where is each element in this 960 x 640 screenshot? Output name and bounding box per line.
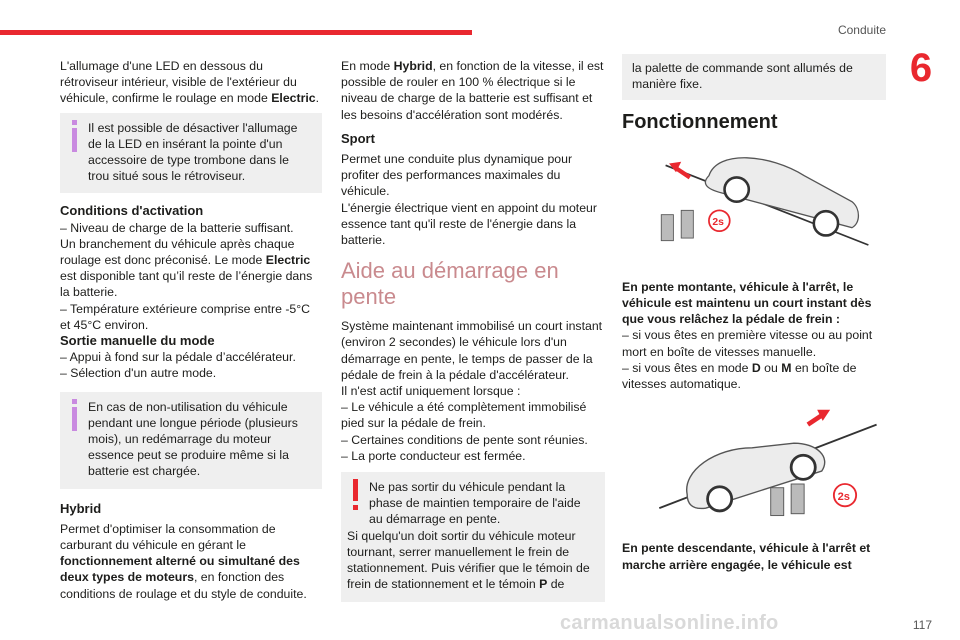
page-number: 117 [912,618,932,632]
timer-badge: 2s [712,216,724,228]
paragraph: Système maintenant immobilisé un court instant (environ 2 secondes) le véhicule lors d'un démarrage en pente, le temps de passer de la pédale de frein à la pédale d'accélérateur. [341,319,603,382]
info-box [60,392,322,489]
exit-heading: Sortie manuelle du mode [60,333,215,349]
list-item: – Certaines conditions de pente sont réunies. [341,432,588,447]
column-2 [341,58,605,612]
column-1 [60,58,322,606]
list-item: – si vous êtes en première vitesse ou au point mort en boîte de vitesses manuelle. [622,328,873,359]
exit-item: – Sélection d'un autre mode. [60,366,217,381]
list-item: – La porte conducteur est fermée. [341,448,526,463]
sport-heading: Sport [341,130,375,146]
downhill-car-illustration [622,406,886,536]
info-text: En cas de non-utilisation du véhicule pendant une longue période (plusieurs mois), un redémarrage du moteur essence peut se produire même si la batterie est chargée. [88,399,298,479]
condition-item: – Température extérieure comprise entre -5°C et 45°C environ. [60,301,311,332]
paragraph: Permet une conduite plus dynamique pour profiter des performances maximales du véhicule. [341,152,573,199]
paragraph: L'allumage d'une LED en dessous du rétroviseur intérieur, visible de l'extérieur du véhicule, confirme le roulage en mode Electric. [60,59,320,106]
column-3 [622,58,886,573]
info-icon [70,399,80,431]
paragraph: Un branchement du véhicule après chaque roulage est donc préconisé. Le mode Electric est disponible tant qu’il reste de l’énergie dans la batterie. [60,236,313,300]
uphill-heading: En pente montante, véhicule à l'arrêt, le véhicule est maintenu un court instant dès que vous relâchez la pédale de frein : [622,279,872,327]
paragraph: Il n'est actif uniquement lorsque : [341,384,521,399]
warning-text: Si quelqu'un doit sortir du véhicule moteur tournant, serrer manuellement le frein de stationnement. Puis vérifier que le témoin de frein de stationnement et le témoin P de [347,528,590,592]
list-item: – Le véhicule a été complètement immobilisé pied sur la pédale de frein. [341,400,587,431]
warning-icon [351,479,361,511]
warning-text: la palette de commande sont allumés de manière fixe. [632,61,853,92]
info-icon [70,120,80,152]
section-title: Conduite [837,23,886,37]
exit-item: – Appui à fond sur la pédale d’accélérateur. [60,350,296,365]
header-red-bar [0,30,472,35]
list-item: – si vous êtes en mode D ou M en boîte de vitesses automatique. [622,360,857,392]
timer-badge: 2s [837,491,850,504]
hybrid-heading: Hybrid [60,500,102,516]
info-box [60,113,322,194]
conditions-heading: Conditions d'activation [60,203,204,219]
warning-text: Ne pas sortir du véhicule pendant la phase de maintien temporaire de l'aide au démarrage en pente. [369,480,581,527]
hill-start-heading: Aide au démarrage en pente [341,258,559,310]
uphill-car-illustration [622,141,886,271]
fonctionnement-heading: Fonctionnement [622,111,778,134]
paragraph: En mode Hybrid, en fonction de la vitesse, il est possible de rouler en 100 % électrique si le niveau de charge de la batterie est suffisant et les besoins d'accélération sont modérés. [341,59,604,122]
warning-box-continued [622,54,886,100]
paragraph: Permet d'optimiser la consommation de carburant du véhicule en gérant le fonctionnement alterné ou simultané des deux types de moteurs, en fonction des conditions de roulage et du style de conduite. [60,521,307,601]
downhill-heading: En pente descendante, véhicule à l'arrêt et marche arrière engagée, le véhicule est [622,541,871,572]
paragraph: L'énergie électrique vient en appoint du moteur essence tant qu'il reste de l'énergie dans la batterie. [341,200,597,248]
info-text: Il est possible de désactiver l'allumage de la LED en insérant la pointe d'un accessoire de type trombone dans le trou situé sous le rétroviseur. [88,120,298,184]
warning-box [341,472,605,602]
watermark: carmanualsonline.info [560,612,779,634]
condition-item: – Niveau de charge de la batterie suffisant. [60,220,294,235]
chapter-number: 6 [909,46,933,90]
